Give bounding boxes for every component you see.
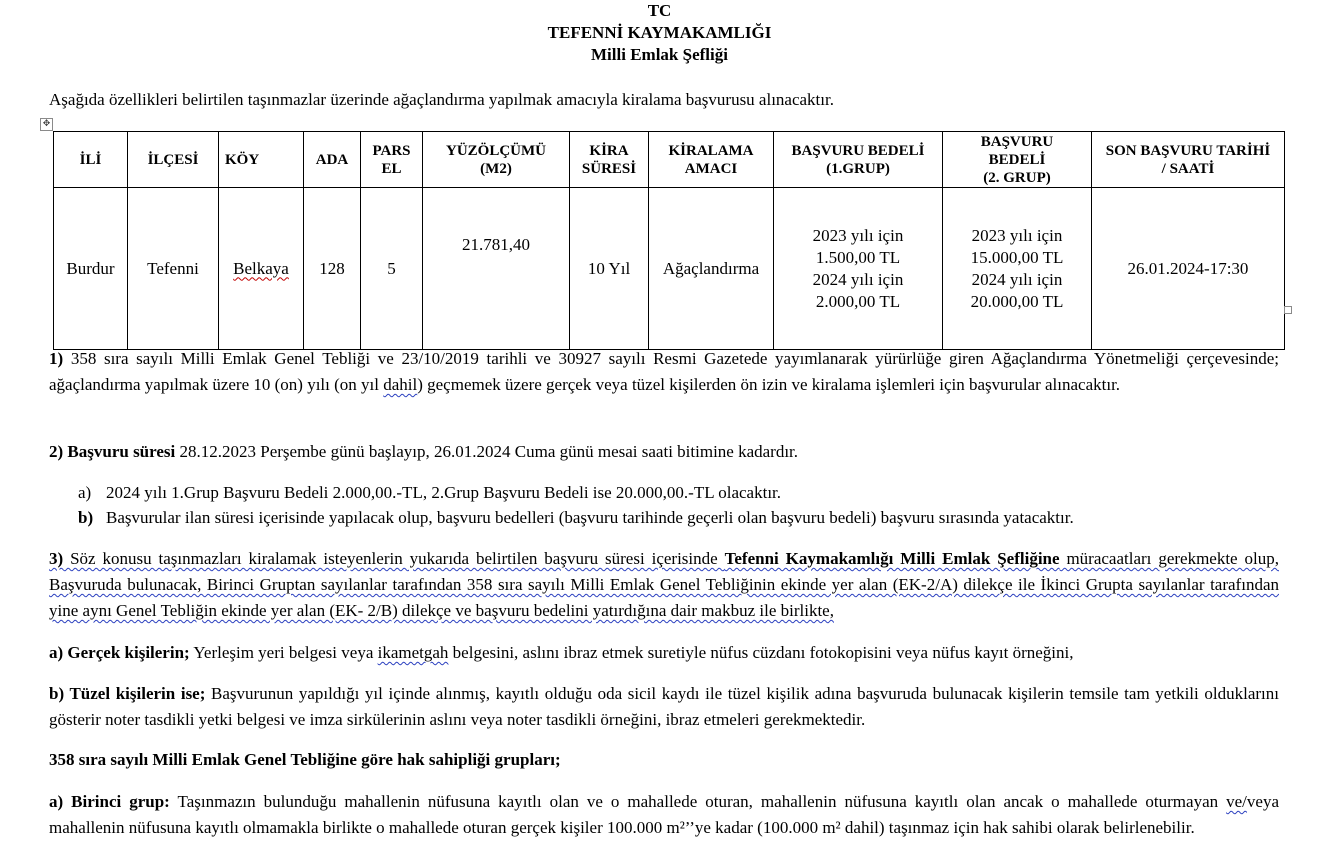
p1-text-b: ) geçmemek üzere gerçek veya tüzel kişilerden ön izin ve kiralama işlemleri için başvurular alınacaktır. [417,375,1121,394]
intro-text: Aşağıda özellikleri belirtilen taşınmazlar üzerinde ağaçlandırma yapılmak amacıyla kiralama başvurusu alınacaktır. [49,90,834,109]
list-b-marker: b) [78,508,94,527]
p1-number: 1) [49,349,64,368]
list-a-text: 2024 yılı 1.Grup Başvuru Bedeli 2.000,00.-TL, 2.Grup Başvuru Bedeli ise 20.000,00.-TL olacaktır. [106,483,782,502]
col-header-son-2: / SAATİ [1161,160,1215,177]
p2-label: 2) Başvuru süresi [49,442,176,461]
table-move-handle-icon[interactable]: ✥ [40,118,53,131]
p3-number: 3) [49,549,64,568]
col-header-amac-2: AMACI [684,160,738,177]
col-header-bb1-2: (1.GRUP) [826,160,890,177]
paragraph-3 [49,546,1279,624]
paragraph-2 [49,439,1279,465]
list-item-a [78,482,781,504]
col-header-ilce: İLÇESİ [128,132,219,188]
p1-dahil: dahil [383,375,418,394]
bb1-line-4: 2.000,00 TL [815,291,901,311]
cell-ada: 128 [304,188,361,350]
col-header-ada: ADA [304,132,361,188]
col-header-son-1: SON BAŞVURU TARİHİ [1105,142,1271,159]
paragraph-hak-sahipligi [49,747,1279,773]
cell-koy-text: Belkaya [233,258,289,278]
col-header-bb2-3: (2. GRUP) [983,169,1051,186]
col-header-kira-suresi [570,132,649,188]
table-resize-handle-icon[interactable] [1284,306,1292,314]
col-header-kira-2: SÜRESİ [581,160,637,177]
cell-ilce: Tefenni [128,188,219,350]
cell-son-basvuru: 26.01.2024-17:30 [1092,188,1285,350]
pg-text-a: Taşınmazın bulunduğu mahallenin nüfusuna kayıtlı olan ve o mahallede oturan, mahallenin nüfusuna kayıtlı olan ancak o mahallede oturmayan [169,792,1227,811]
pa-text-b: belgesini, aslını ibraz etmek suretiyle nüfus cüzdanı fotokopisini veya nüfus kayıt örneğini, [448,643,1074,662]
col-header-bb2-1: BAŞVURU [980,133,1054,150]
col-header-yuz-2: (M2) [480,160,512,177]
bb1-line-3: 2024 yılı için [812,269,904,289]
header-kaymakamlik: TEFENNİ KAYMAKAMLIĞI [547,23,772,42]
col-header-yuz-1: YÜZÖLÇÜMÜ [446,142,546,159]
pg-text-b: veya mahallenin nüfusuna kayıtlı olmamakla birlikte o mahallede oturan gerçek kişiler 100.000 m²’’ye kadar (100.000 m² dahil) taşınmaz için hak sahibi olarak belirlenebilir. [49,792,1279,837]
col-header-parsel-2: EL [381,160,402,177]
header-milli-emlak: Milli Emlak Şefliği [591,45,728,64]
p3-text-a: Söz konusu taşınmazları kiralamak isteyenlerin yukarıda belirtilen başvuru süresi içerisinde [63,549,725,568]
list-item-b [78,507,1074,529]
paragraph-birinci-grup [49,789,1279,841]
cell-kiralama-amaci: Ağaçlandırma [649,188,774,350]
list-a-marker: a) [78,483,92,502]
list-b-text: Başvurular ilan süresi içerisinde yapılacak olup, başvuru bedelleri (başvuru tarihinde geçerli olan başvuru bedeli) başvuru sırasında yatacaktır. [106,508,1074,527]
bb1-line-1: 2023 yılı için [812,225,904,245]
p3-bold: Tefenni Kaymakamlığı Milli Emlak Şefliğine [724,549,1060,568]
header-tc: TC [647,1,672,20]
pa-text-a: Yerleşim yeri belgesi veya [189,643,378,662]
p2-text: 28.12.2023 Perşembe günü başlayıp, 26.01.2024 Cuma günü mesai saati bitimine kadardır. [175,442,799,461]
pa-ikametgah: ikametgah [377,643,449,662]
property-table [53,131,1285,350]
pg-ve: ve/ [1226,792,1247,811]
p1-text-a: 358 sıra sayılı Milli Emlak Genel Tebliği ve 23/10/2019 tarihli ve 30927 sayılı Resmi Gazetede yayımlanarak yürürlüğe giren Ağaçlandırma Yönetmeliği çerçevesinde; ağaçlandırma yapılmak üzere 10 (on) yılı (on yıl [49,349,1279,394]
cell-yuzolcumu: 21.781,40 [423,188,570,350]
bb2-line-4: 20.000,00 TL [970,291,1064,311]
p358-text: 358 sıra sayılı Milli Emlak Genel Tebliğine göre hak sahipliği grupları; [49,750,561,769]
col-header-kiralama-amaci [649,132,774,188]
bb2-line-3: 2024 yılı için [971,269,1063,289]
cell-basvuru-bedeli-1 [774,188,943,350]
col-header-parsel-1: PARS [372,142,411,159]
col-header-kira-1: KİRA [589,142,629,159]
paragraph-gercek-kisiler [49,640,1279,666]
paragraph-1 [49,346,1279,398]
cell-koy [219,188,304,350]
pb-label: b) Tüzel kişilerin ise; [49,684,206,703]
table-header-row [54,132,1285,188]
col-header-basvuru-bedeli-2 [943,132,1092,188]
col-header-parsel [361,132,423,188]
bb2-line-2: 15.000,00 TL [970,247,1064,267]
cell-il: Burdur [54,188,128,350]
pb-text: Başvurunun yapıldığı yıl içinde alınmış, kayıtlı olduğu oda sicil kaydı ile tüzel kişilik adına başvuruda bulunacak kişilerin temsile tam yetkili olduklarını gösterir noter tasdikli yetki belgesi ve imza sirkülerinin aslını veya noter tasdikli örneğini, ibraz etmeleri gerekmektedir. [49,684,1279,729]
p3-text-b: müracaatları gerekmekte olup, Başvuruda bulunacak, Birinci Gruptan sayılanlar tarafından 358 sıra sayılı Milli Emlak Genel Tebliğinin ekinde yer alan (EK-2/A) dilekçe ile İkinci Grupta sayılanlar tarafından yine aynı Genel Tebliğin ekinde yer alan (EK- 2/B) dilekçe ve başvuru bedelini yatırdığına dair makbuz ile birlikte, [49,549,1279,620]
pg-label: a) Birinci grup: [49,792,170,811]
cell-basvuru-bedeli-2 [943,188,1092,350]
col-header-bb2-2: BEDELİ [988,151,1046,168]
paragraph-tuzel-kisiler [49,681,1279,733]
bb1-line-2: 1.500,00 TL [815,247,901,267]
cell-kira-suresi: 10 Yıl [570,188,649,350]
table-row [54,188,1285,350]
bb2-line-1: 2023 yılı için [971,225,1063,245]
col-header-son-basvuru [1092,132,1285,188]
col-header-koy: KÖY [219,132,304,188]
col-header-basvuru-bedeli-1 [774,132,943,188]
col-header-amac-1: KİRALAMA [668,142,754,159]
pa-label: a) Gerçek kişilerin; [49,643,190,662]
col-header-yuzolcumu [423,132,570,188]
cell-parsel: 5 [361,188,423,350]
col-header-bb1-1: BAŞVURU BEDELİ [791,142,925,159]
col-header-il: İLİ [54,132,128,188]
